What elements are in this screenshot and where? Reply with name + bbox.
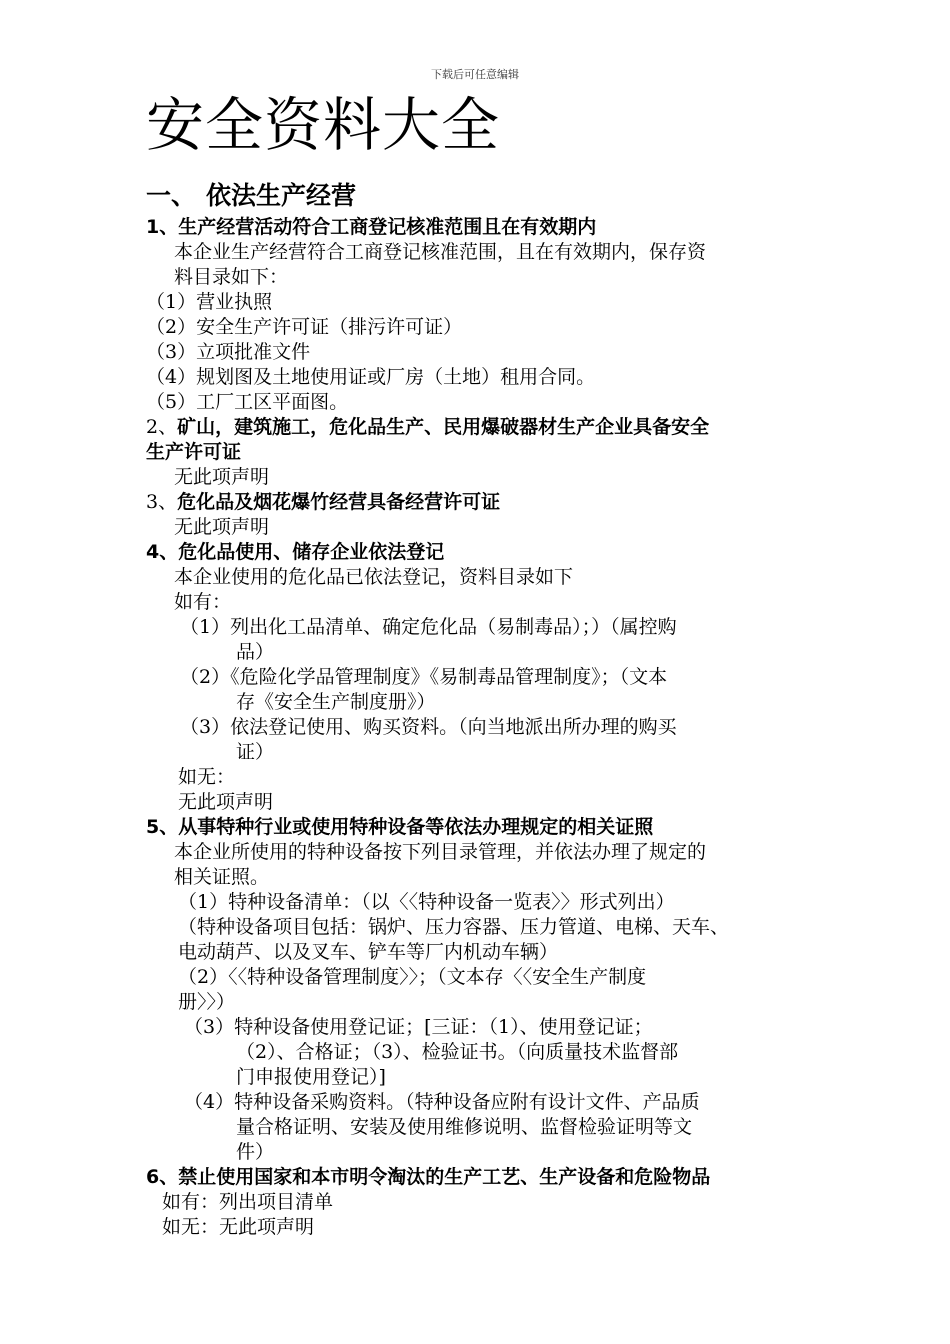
item-4-list-item: （1）列出化工品清单、确定危化品（易制毒品）；）（属控购	[180, 616, 677, 638]
item-1-list-item: （4）规划图及土地使用证或厂房（土地）租用合同。	[146, 366, 596, 388]
item-3-heading	[146, 490, 500, 515]
item-4-body-line: 本企业使用的危化品已依法登记，资料目录如下	[174, 566, 574, 588]
item-3-body-line: 无此项声明	[174, 516, 270, 538]
item-4-heading: 4、危化品使用、储存企业依法登记	[146, 541, 445, 563]
item-5-list-line: 件）	[236, 1141, 275, 1163]
item-3-number: 3、	[146, 491, 178, 513]
page-header: 下载后可任意编辑	[431, 68, 519, 81]
item-4-list-item-cont: 存《安全生产制度册》）	[236, 691, 436, 713]
item-1-list-item: （3）立项批准文件	[146, 341, 311, 363]
item-5-list-line: （4）特种设备采购资料。（特种设备应附有设计文件、产品质	[184, 1091, 700, 1113]
item-5-heading: 5、从事特种行业或使用特种设备等依法办理规定的相关证照	[146, 816, 654, 838]
item-4-body-line: 如有：	[174, 591, 232, 613]
item-5-list-line: （3）特种设备使用登记证；[三证：（1）、使用登记证；	[184, 1016, 653, 1038]
item-1-list-item: （2）安全生产许可证（排污许可证）	[146, 316, 463, 338]
document-title: 安全资料大全	[146, 91, 501, 159]
section-title: 依法生产经营	[206, 181, 357, 210]
item-5-list-line: （2）〈〈特种设备管理制度〉〉；（文本存〈〈安全生产制度	[178, 966, 647, 988]
item-4-tail-line: 无此项声明	[178, 791, 274, 813]
item-1-heading: 1、生产经营活动符合工商登记核准范围且在有效期内	[146, 216, 597, 238]
item-5-list-line: 电动葫芦、以及叉车、铲车等厂内机动车辆）	[178, 941, 559, 963]
item-5-list-line: 册〉〉）	[178, 991, 236, 1013]
item-1-body-line: 料目录如下：	[174, 266, 289, 288]
item-5-body-line: 相关证照。	[174, 866, 270, 888]
item-5-list-line: 量合格证明、安装及使用维修说明、监督检验证明等文	[236, 1116, 693, 1138]
item-4-tail-line: 如无：	[178, 766, 236, 788]
item-5-list-line: （2）、合格证；（3）、检验证书。（向质量技术监督部	[236, 1041, 679, 1063]
item-1-body-line: 本企业生产经营符合工商登记核准范围，且在有效期内，保存资	[174, 241, 707, 263]
item-1-list-item: （5）工厂工区平面图。	[146, 391, 349, 413]
item-2-body-line: 无此项声明	[174, 466, 270, 488]
item-2-heading	[146, 415, 709, 440]
item-6-body-line: 如无：无此项声明	[162, 1216, 315, 1238]
item-6-body-line: 如有：列出项目清单	[162, 1191, 334, 1213]
item-2-number: 2、	[146, 416, 178, 438]
section-number: 一、	[146, 181, 197, 210]
item-3-heading-text: 危化品及烟花爆竹经营具备经营许可证	[177, 491, 501, 513]
item-2-heading-text: 矿山，建筑施工，危化品生产、民用爆破器材生产企业具备安全	[177, 416, 710, 438]
item-5-list-line: 门申报使用登记）]	[236, 1066, 386, 1088]
item-5-list-line: （特种设备项目包括：锅炉、压力容器、压力管道、电梯、天车、	[178, 916, 730, 938]
item-1-list-item: （1）营业执照	[146, 291, 273, 313]
item-4-list-item-cont: 品）	[236, 641, 275, 663]
item-2-heading-cont: 生产许可证	[146, 441, 242, 463]
item-6-heading: 6、禁止使用国家和本市明令淘汰的生产工艺、生产设备和危险物品	[146, 1166, 711, 1188]
item-5-body-line: 本企业所使用的特种设备按下列目录管理，并依法办理了规定的	[174, 841, 707, 863]
item-4-list-item: （2）《危险化学品管理制度》《易制毒品管理制度》；（文本	[180, 666, 668, 688]
item-4-list-item: （3）依法登记使用、购买资料。（向当地派出所办理的购买	[180, 716, 677, 738]
section-heading	[146, 176, 356, 212]
item-5-list-line: （1）特种设备清单：（以〈〈特种设备一览表〉〉形式列出）	[178, 891, 675, 913]
item-4-list-item-cont: 证）	[236, 741, 275, 763]
